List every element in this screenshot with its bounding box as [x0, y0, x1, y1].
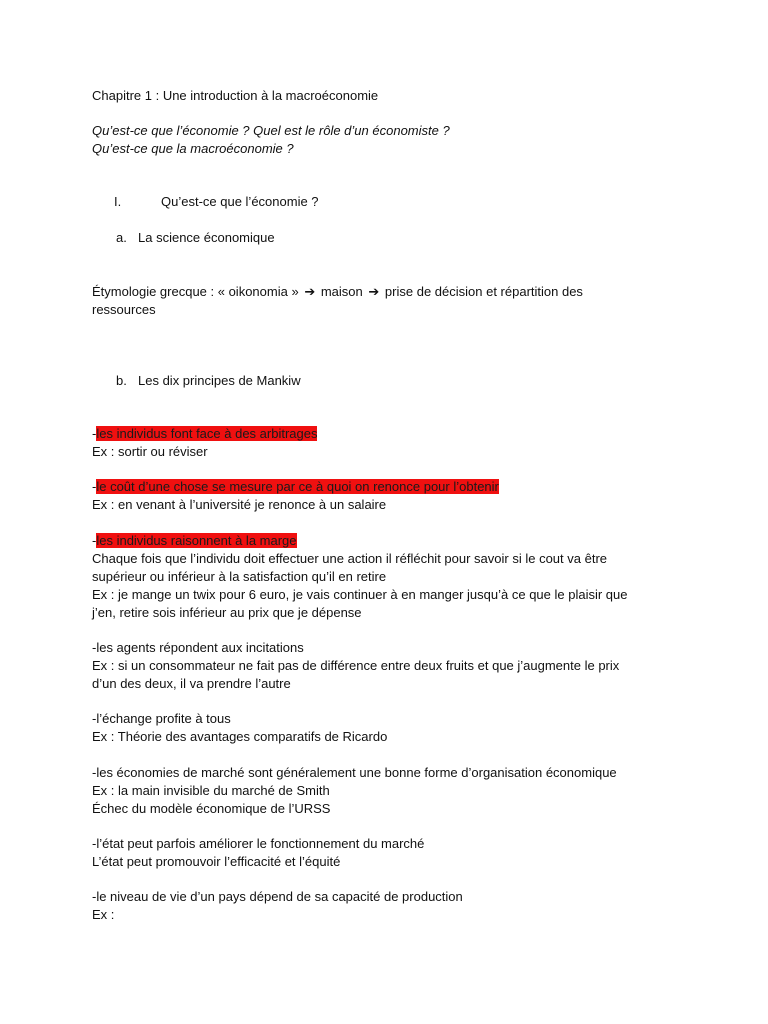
- chapter-title: Chapitre 1 : Une introduction à la macroéconomie: [92, 88, 379, 103]
- highlighted-text: les individus font face à des arbitrages: [96, 426, 318, 441]
- section-title: Qu’est-ce que l’économie ?: [161, 194, 319, 209]
- principle-line: Ex : sortir ou réviser: [92, 444, 208, 459]
- etymology-text-2: maison: [320, 284, 363, 299]
- principle-line: Chaque fois que l’individu doit effectuer une action il réfléchit pour savoir si le cout va être: [92, 551, 607, 566]
- etymology-text-3: prise de décision et répartition des: [384, 284, 583, 299]
- arrow-right-icon: ➔: [304, 284, 316, 299]
- subsection-b-letter: b.: [116, 373, 127, 388]
- principle-line: Ex : Théorie des avantages comparatifs de Ricardo: [92, 729, 388, 744]
- principle-line: d’un des deux, il va prendre l’autre: [92, 676, 291, 691]
- principle-title-8: -le niveau de vie d’un pays dépend de sa capacité de production: [92, 889, 463, 904]
- arrow-right-icon: ➔: [368, 284, 380, 299]
- etymology-text-1: Étymologie grecque : « oikonomia »: [92, 284, 299, 299]
- etymology-line-2: ressources: [92, 302, 156, 317]
- question-line-1: Qu’est-ce que l’économie ? Quel est le rôle d’un économiste ?: [92, 123, 450, 138]
- principle-line: Ex :: [92, 907, 115, 922]
- principle-line: L’état peut promouvoir l’efficacité et l’équité: [92, 854, 341, 869]
- principle-line: Ex : en venant à l’université je renonce à un salaire: [92, 497, 387, 512]
- subsection-a-letter: a.: [116, 230, 127, 245]
- principle-title-4: -les agents répondent aux incitations: [92, 640, 304, 655]
- principle-title-6: -les économies de marché sont généralement une bonne forme d’organisation économique: [92, 765, 617, 780]
- principle-line: j’en, retire sois inférieur au prix que je dépense: [92, 605, 362, 620]
- subsection-a-title: La science économique: [138, 230, 275, 245]
- principle-title-1: -les individus font face à des arbitrages: [92, 426, 318, 441]
- etymology-line: [92, 283, 583, 301]
- principle-line: Échec du modèle économique de l’URSS: [92, 801, 331, 816]
- principle-title-3: -les individus raisonnent à la marge: [92, 533, 297, 548]
- question-line-2: Qu’est-ce que la macroéconomie ?: [92, 141, 294, 156]
- subsection-b-title: Les dix principes de Mankiw: [138, 373, 301, 388]
- principle-title-7: -l’état peut parfois améliorer le fonctionnement du marché: [92, 836, 425, 851]
- section-number: I.: [114, 194, 122, 209]
- principle-line: Ex : je mange un twix pour 6 euro, je vais continuer à en manger jusqu’à ce que le plaisir que: [92, 587, 628, 602]
- principle-title-5: -l’échange profite à tous: [92, 711, 231, 726]
- principle-title-2: -le coût d’une chose se mesure par ce à quoi on renonce pour l’obtenir: [92, 479, 499, 494]
- principle-line: supérieur ou inférieur à la satisfaction qu’il en retire: [92, 569, 387, 584]
- highlighted-text: les individus raisonnent à la marge: [96, 533, 297, 548]
- highlighted-text: le coût d’une chose se mesure par ce à quoi on renonce pour l’obtenir: [96, 479, 499, 494]
- principle-line: Ex : si un consommateur ne fait pas de différence entre deux fruits et que j’augmente le prix: [92, 658, 620, 673]
- principle-line: Ex : la main invisible du marché de Smith: [92, 783, 330, 798]
